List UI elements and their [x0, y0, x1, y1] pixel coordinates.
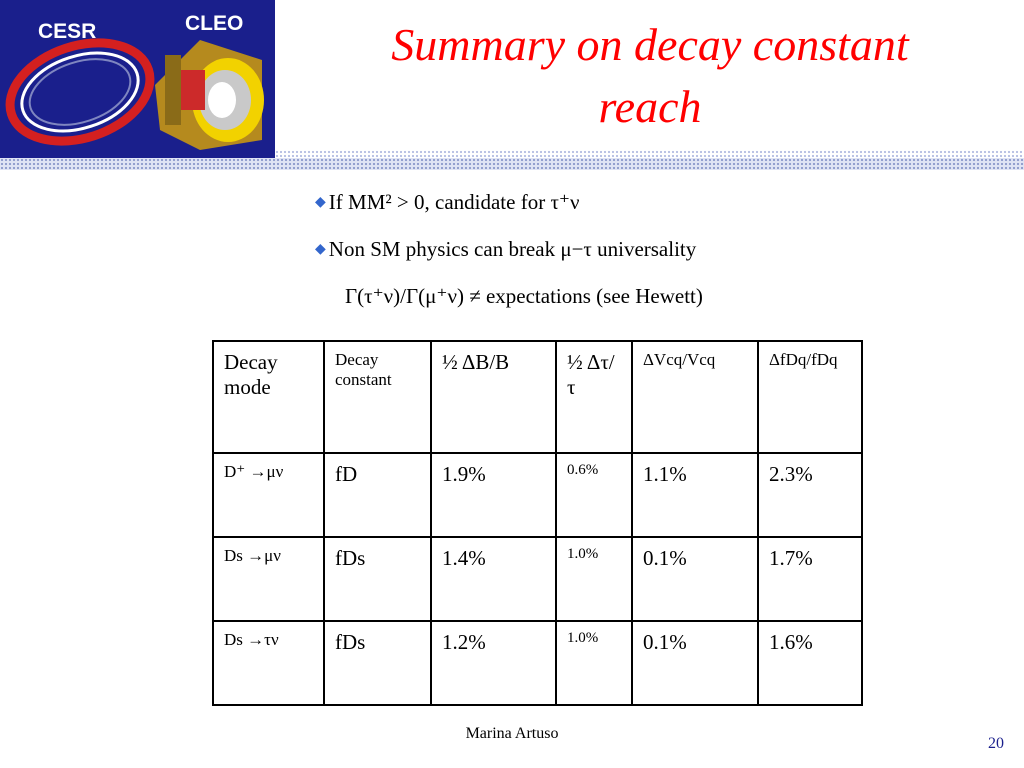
- logo-cesr-text: CESR: [38, 20, 97, 43]
- bullet-1-text: If MM² > 0, candidate for τ⁺ν: [328, 190, 580, 214]
- title-line-2: reach: [598, 81, 702, 132]
- cell-decay-constant: fD: [324, 453, 431, 537]
- cell-fd-ratio: 1.6%: [758, 621, 862, 705]
- cell-ckm: 0.1%: [632, 621, 758, 705]
- bullet-item-2: [315, 237, 696, 262]
- cell-fd-ratio: 2.3%: [758, 453, 862, 537]
- cell-decay-mode: D⁺ →μν: [213, 453, 324, 537]
- table-header-row: [213, 341, 862, 453]
- table-row: [213, 537, 862, 621]
- decorative-band-top: [275, 150, 1024, 158]
- cell-lifetime: 1.0%: [556, 621, 632, 705]
- cell-branching-ratio: 1.2%: [431, 621, 556, 705]
- header-branching-ratio: ½ ΔB/B: [431, 341, 556, 453]
- header-decay-constant: Decay constant: [324, 341, 431, 453]
- cell-ckm: 0.1%: [632, 537, 758, 621]
- page-title: [290, 14, 1010, 138]
- cesr-cleo-logo: [0, 0, 275, 158]
- header-lifetime: ½ Δτ/τ: [556, 341, 632, 453]
- footer-author: Marina Artuso: [465, 725, 559, 742]
- cell-lifetime: 1.0%: [556, 537, 632, 621]
- decay-constant-table: [212, 340, 863, 706]
- header-fd-ratio: ΔfDq/fDq: [758, 341, 862, 453]
- cell-fd-ratio: 1.7%: [758, 537, 862, 621]
- cell-branching-ratio: 1.4%: [431, 537, 556, 621]
- cell-decay-constant: fDs: [324, 621, 431, 705]
- page-number: 20: [988, 735, 1004, 752]
- title-line-1: Summary on decay constant: [391, 19, 909, 70]
- header-ckm: ΔVcq/Vcq: [632, 341, 758, 453]
- header-decay-mode: Decay mode: [213, 341, 324, 453]
- diamond-bullet-icon: ◆: [315, 242, 326, 257]
- cell-branching-ratio: 1.9%: [431, 453, 556, 537]
- cell-lifetime: 0.6%: [556, 453, 632, 537]
- cell-ckm: 1.1%: [632, 453, 758, 537]
- bullet-3-text: Γ(τ⁺ν)/Γ(μ⁺ν) ≠ expectations (see Hewett): [345, 284, 703, 308]
- cell-decay-mode: Ds →τν: [213, 621, 324, 705]
- table-row: [213, 621, 862, 705]
- bullet-item-3: [345, 284, 703, 309]
- bullet-2-text: Non SM physics can break μ−τ universality: [328, 237, 697, 261]
- logo-cleo-text: CLEO: [185, 12, 244, 35]
- table-row: [213, 453, 862, 537]
- cell-decay-mode: Ds →μν: [213, 537, 324, 621]
- cell-decay-constant: fDs: [324, 537, 431, 621]
- diamond-bullet-icon: ◆: [315, 195, 326, 210]
- decorative-band: [0, 158, 1024, 170]
- bullet-item-1: [315, 190, 579, 215]
